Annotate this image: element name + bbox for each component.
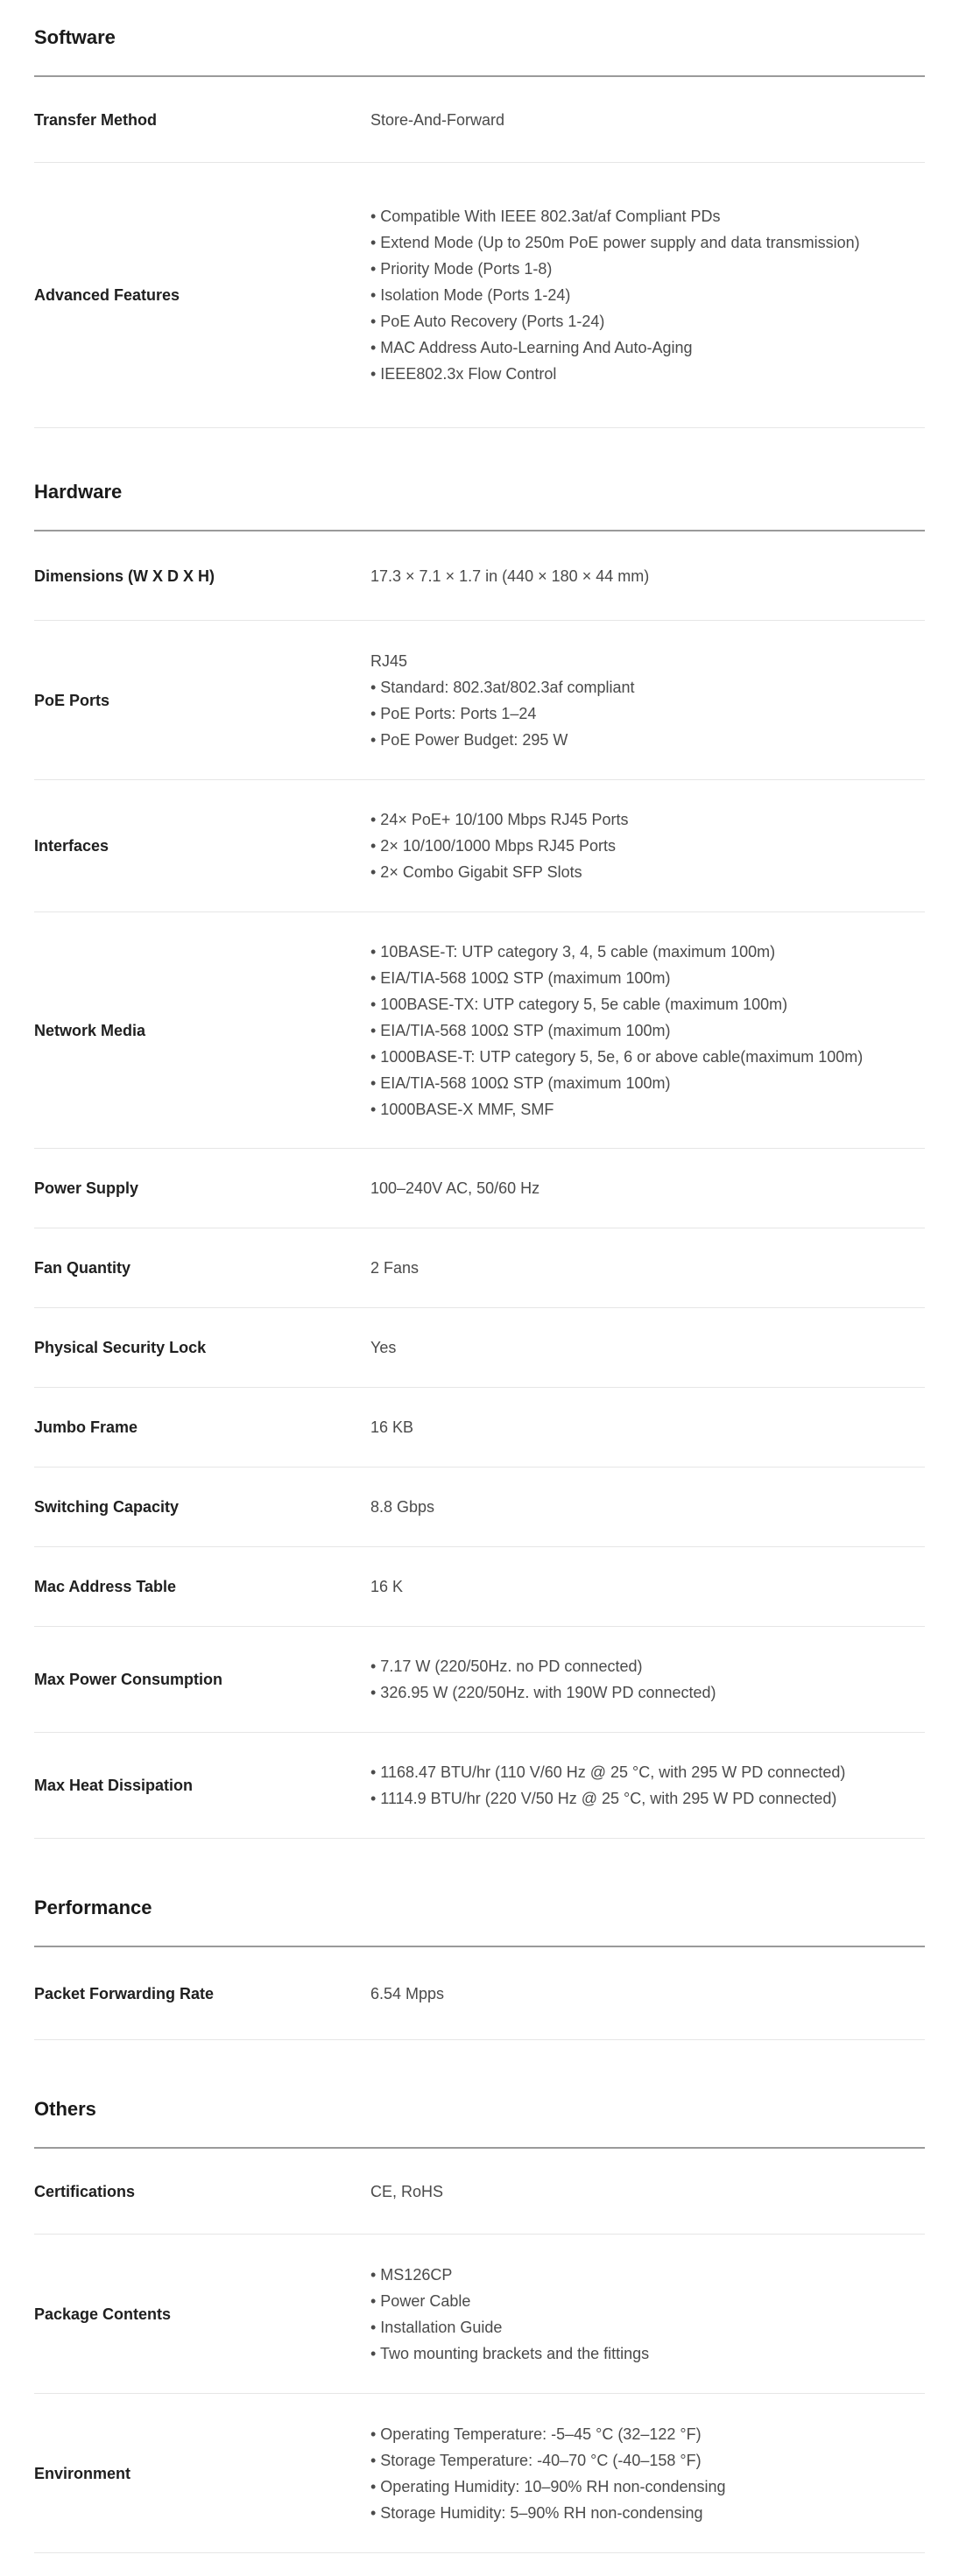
spec-value: [370, 648, 925, 753]
spec-value: [370, 1494, 925, 1520]
spec-value-line: RJ45: [370, 651, 408, 670]
spec-value-line: • EIA/TIA-568 100Ω STP (maximum 100m): [370, 1073, 671, 1092]
spec-row: [34, 780, 925, 912]
spec-value: [370, 2421, 925, 2526]
spec-value-line: • EIA/TIA-568 100Ω STP (maximum 100m): [370, 968, 671, 987]
spec-value-line: • 1000BASE-X MMF, SMF: [370, 1100, 554, 1118]
spec-row: [34, 1308, 925, 1388]
spec-label: Package Contents: [34, 2305, 172, 2323]
spec-row: [34, 77, 925, 163]
spec-value-line: 16 KB: [370, 1418, 414, 1436]
spec-value-line: • 1000BASE-T: UTP category 5, 5e, 6 or above cable(maximum 100m): [370, 1047, 864, 1066]
spec-value: [370, 203, 925, 387]
spec-value-line: • EIA/TIA-568 100Ω STP (maximum 100m): [370, 1021, 671, 1039]
spec-value-line: • 2× Combo Gigabit SFP Slots: [370, 863, 582, 881]
spec-label: Network Media: [34, 1021, 146, 1039]
spec-value-line: • 7.17 W (220/50Hz. no PD connected): [370, 1658, 643, 1675]
spec-row: [34, 912, 925, 1149]
section-title: Hardware: [34, 454, 925, 531]
spec-label: Mac Address Table: [34, 1578, 177, 1595]
spec-row: [34, 1149, 925, 1228]
spec-value-line: • Two mounting brackets and the fittings: [370, 2344, 650, 2362]
spec-value-line: • Operating Humidity: 10–90% RH non-condensing: [370, 2477, 726, 2495]
spec-section-others: [34, 2072, 925, 2553]
spec-row: [34, 531, 925, 621]
spec-label: Certifications: [34, 2182, 136, 2200]
spec-value-line: • Priority Mode (Ports 1-8): [370, 260, 553, 278]
section-title: Others: [34, 2072, 925, 2149]
spec-label: Jumbo Frame: [34, 1418, 138, 1436]
spec-value-line: • 24× PoE+ 10/100 Mbps RJ45 Ports: [370, 811, 629, 828]
spec-label: Environment: [34, 2464, 131, 2482]
spec-value-line: • 1168.47 BTU/hr (110 V/60 Hz @ 25 °C, with 295 W PD connected): [370, 1763, 846, 1781]
spec-value-line: • Compatible With IEEE 802.3at/af Compliant PDs: [370, 208, 721, 225]
spec-label: Transfer Method: [34, 110, 158, 129]
spec-value: [370, 1981, 925, 2007]
spec-value: [370, 1759, 925, 1812]
spec-row: [34, 1388, 925, 1467]
spec-value-line: • PoE Power Budget: 295 W: [370, 730, 568, 749]
spec-value-line: • Extend Mode (Up to 250m PoE power supply and data transmission): [370, 234, 860, 251]
spec-row: [34, 1947, 925, 2040]
spec-value: [370, 107, 925, 133]
spec-value: [370, 2262, 925, 2367]
section-title: Performance: [34, 1870, 925, 1947]
section-title: Software: [34, 0, 925, 77]
spec-value-line: 17.3 × 7.1 × 1.7 in (440 × 180 × 44 mm): [370, 567, 650, 585]
spec-value-line: 8.8 Gbps: [370, 1498, 435, 1516]
spec-value-line: • Isolation Mode (Ports 1-24): [370, 286, 571, 304]
spec-value-line: • Storage Humidity: 5–90% RH non-condensing: [370, 2503, 703, 2522]
spec-label: PoE Ports: [34, 691, 110, 709]
spec-value: [370, 939, 925, 1123]
spec-row: [34, 1467, 925, 1547]
spec-value-line: • Standard: 802.3at/802.3af compliant: [370, 678, 635, 696]
spec-value-line: • Power Cable: [370, 2291, 471, 2310]
spec-value-line: • IEEE802.3x Flow Control: [370, 365, 557, 383]
spec-row: [34, 163, 925, 428]
spec-value: [370, 1573, 925, 1600]
spec-value: [370, 1414, 925, 1440]
spec-value: [370, 1653, 925, 1706]
spec-value-line: CE, RoHS: [370, 2182, 444, 2200]
spec-row: [34, 2149, 925, 2235]
spec-row: [34, 1547, 925, 1627]
spec-value-line: • PoE Ports: Ports 1–24: [370, 704, 537, 722]
spec-value: [370, 1255, 925, 1281]
spec-label: Dimensions (W X D X H): [34, 567, 215, 585]
spec-label: Packet Forwarding Rate: [34, 1984, 215, 2002]
spec-label: Max Power Consumption: [34, 1671, 223, 1688]
spec-label: Fan Quantity: [34, 1259, 131, 1277]
spec-section-hardware: [34, 454, 925, 1839]
spec-section-software: [34, 0, 925, 428]
spec-value-line: • Operating Temperature: -5–45 °C (32–122 °F): [370, 2425, 702, 2443]
spec-value-line: • PoE Auto Recovery (Ports 1-24): [370, 313, 605, 330]
spec-value-line: 100–240V AC, 50/60 Hz: [370, 1179, 540, 1197]
spec-value-line: • MAC Address Auto-Learning And Auto-Aging: [370, 339, 693, 356]
spec-label: Interfaces: [34, 837, 109, 855]
spec-row: [34, 2235, 925, 2394]
spec-value: [370, 1175, 925, 1201]
spec-value-line: 6.54 Mpps: [370, 1984, 445, 2002]
spec-value-line: 16 K: [370, 1578, 404, 1595]
spec-label: Power Supply: [34, 1179, 139, 1197]
spec-value: [370, 2178, 925, 2205]
spec-value-line: Yes: [370, 1339, 397, 1356]
spec-row: [34, 2394, 925, 2553]
spec-label: Switching Capacity: [34, 1498, 180, 1516]
spec-label: Physical Security Lock: [34, 1339, 207, 1356]
spec-value-line: 2 Fans: [370, 1259, 420, 1277]
spec-value-line: • MS126CP: [370, 2265, 453, 2284]
spec-value-line: • 1114.9 BTU/hr (220 V/50 Hz @ 25 °C, with 295 W PD connected): [370, 1790, 837, 1807]
spec-section-performance: [34, 1870, 925, 2040]
spec-value: [370, 806, 925, 885]
spec-row: [34, 1228, 925, 1308]
spec-value-line: • 326.95 W (220/50Hz. with 190W PD connected): [370, 1684, 716, 1701]
spec-label: Advanced Features: [34, 286, 180, 304]
spec-row: [34, 621, 925, 780]
spec-row: [34, 1733, 925, 1839]
spec-value-line: • 10BASE-T: UTP category 3, 4, 5 cable (maximum 100m): [370, 942, 776, 961]
spec-label: Max Heat Dissipation: [34, 1777, 194, 1794]
spec-value-line: • Installation Guide: [370, 2318, 503, 2336]
spec-value-line: • 100BASE-TX: UTP category 5, 5e cable (maximum 100m): [370, 995, 788, 1013]
spec-row: [34, 1627, 925, 1733]
spec-value: [370, 563, 925, 589]
spec-value-line: • Storage Temperature: -40–70 °C (-40–158 °F): [370, 2451, 702, 2469]
spec-value-line: • 2× 10/100/1000 Mbps RJ45 Ports: [370, 837, 616, 855]
spec-value-line: Store-And-Forward: [370, 110, 505, 129]
spec-value: [370, 1334, 925, 1361]
